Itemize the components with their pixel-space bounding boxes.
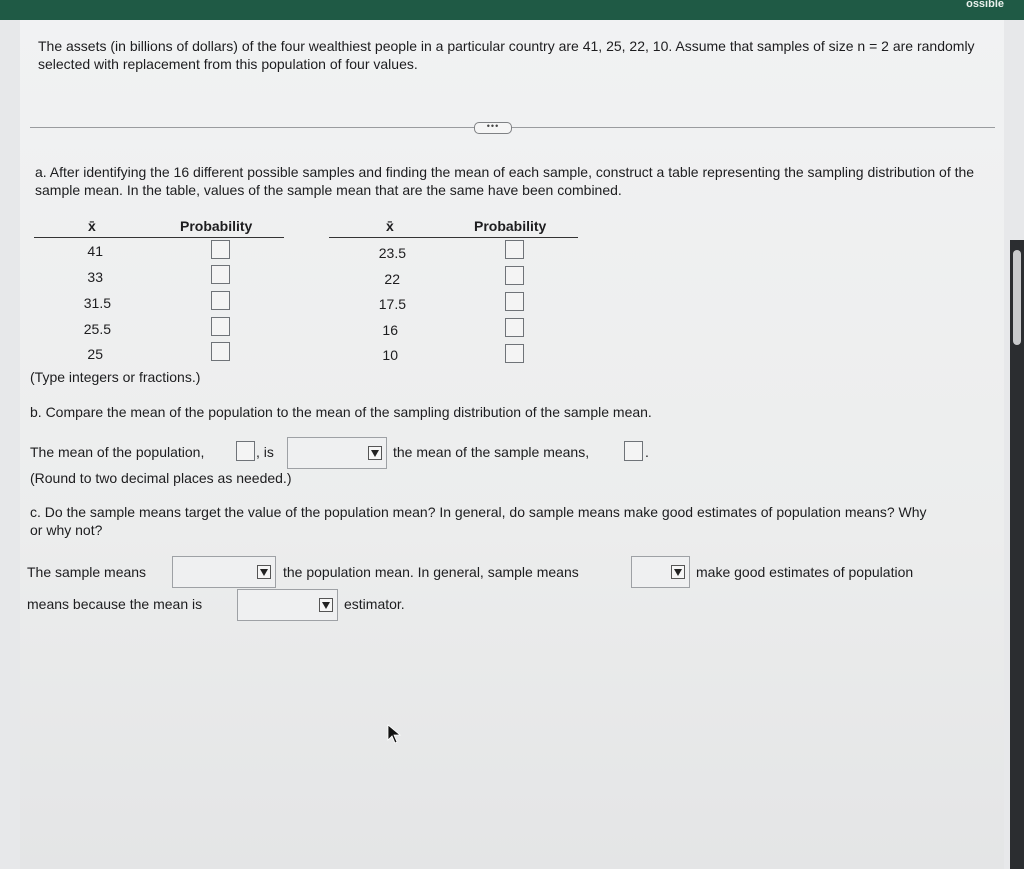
part-b-text-2: , is <box>256 444 274 460</box>
left-x-value-3: 31.5 <box>83 295 111 311</box>
estimates-dropdown[interactable] <box>631 556 690 588</box>
right-col-x-header: x̄ <box>386 218 394 234</box>
right-probability-input-1[interactable] <box>505 240 524 259</box>
right-x-value-5: 10 <box>382 347 398 363</box>
left-x-value-4: 25.5 <box>83 321 111 337</box>
part-c-prompt: c. Do the sample means target the value of the population mean? In general, do sample means make good estimates of population means? Why or why not? <box>30 504 927 538</box>
chevron-down-icon <box>671 565 685 579</box>
population-mean-input[interactable] <box>236 441 255 461</box>
right-probability-input-5[interactable] <box>505 344 524 363</box>
question-intro: The assets (in billions of dollars) of the four wealthiest people in a particular country are 41, 25, 22, 10. Assume that samples of size n = 2 are randomly selected with replacement from this population of four values. <box>38 38 975 72</box>
section-divider <box>30 127 995 128</box>
left-x-value-5: 25 <box>87 346 103 362</box>
right-x-value-3: 17.5 <box>378 296 406 312</box>
left-table-header-rule <box>34 237 284 238</box>
left-x-value-2: 33 <box>87 269 103 285</box>
top-bar <box>0 0 1024 20</box>
right-x-value-4: 16 <box>382 322 398 338</box>
chevron-down-icon <box>319 598 333 612</box>
top-bar-label: ossible <box>966 0 1004 10</box>
sample-means-mean-input[interactable] <box>624 441 643 461</box>
target-dropdown[interactable] <box>172 556 276 588</box>
part-b-note: (Round to two decimal places as needed.) <box>30 470 292 486</box>
expand-more-button[interactable]: ••• <box>474 122 512 134</box>
estimator-dropdown[interactable] <box>237 589 338 621</box>
scrollbar-thumb[interactable] <box>1013 250 1021 345</box>
left-x-value-1: 41 <box>87 243 103 259</box>
left-probability-input-5[interactable] <box>211 342 230 361</box>
part-a-prompt: a. After identifying the 16 different possible samples and finding the mean of each sample, construct a table representing the sampling distribution of the sample mean. In the table, values of the sample mean that are the same have been combined. <box>35 164 975 198</box>
part-b-prompt: b. Compare the mean of the population to the mean of the sampling distribution of the sample mean. <box>30 404 652 420</box>
left-probability-input-3[interactable] <box>211 291 230 310</box>
part-c-text-4: means because the mean is <box>27 596 203 612</box>
part-c-text-3: make good estimates of population <box>696 564 914 580</box>
comparison-dropdown[interactable] <box>287 437 387 469</box>
right-probability-input-4[interactable] <box>505 318 524 337</box>
part-c-text-2: the population mean. In general, sample means <box>283 564 579 580</box>
part-a-note: (Type integers or fractions.) <box>30 369 201 385</box>
part-c-text-5: estimator. <box>344 596 405 612</box>
left-probability-input-4[interactable] <box>211 317 230 336</box>
part-b-text-1: The mean of the population, <box>30 444 205 460</box>
right-col-probability-header: Probability <box>474 218 547 234</box>
right-probability-input-2[interactable] <box>505 266 524 285</box>
left-probability-input-1[interactable] <box>211 240 230 259</box>
part-b-text-4: . <box>645 444 649 460</box>
left-col-x-header: x̄ <box>88 218 96 234</box>
right-x-value-1: 23.5 <box>378 245 406 261</box>
right-table-header-rule <box>329 237 578 238</box>
part-c-text-1: The sample means <box>27 564 147 580</box>
left-col-probability-header: Probability <box>180 218 253 234</box>
left-probability-input-2[interactable] <box>211 265 230 284</box>
part-b-text-3: the mean of the sample means, <box>393 444 590 460</box>
right-x-value-2: 22 <box>384 271 400 287</box>
chevron-down-icon <box>257 565 271 579</box>
chevron-down-icon <box>368 446 382 460</box>
right-probability-input-3[interactable] <box>505 292 524 311</box>
mouse-pointer-icon <box>386 724 402 744</box>
